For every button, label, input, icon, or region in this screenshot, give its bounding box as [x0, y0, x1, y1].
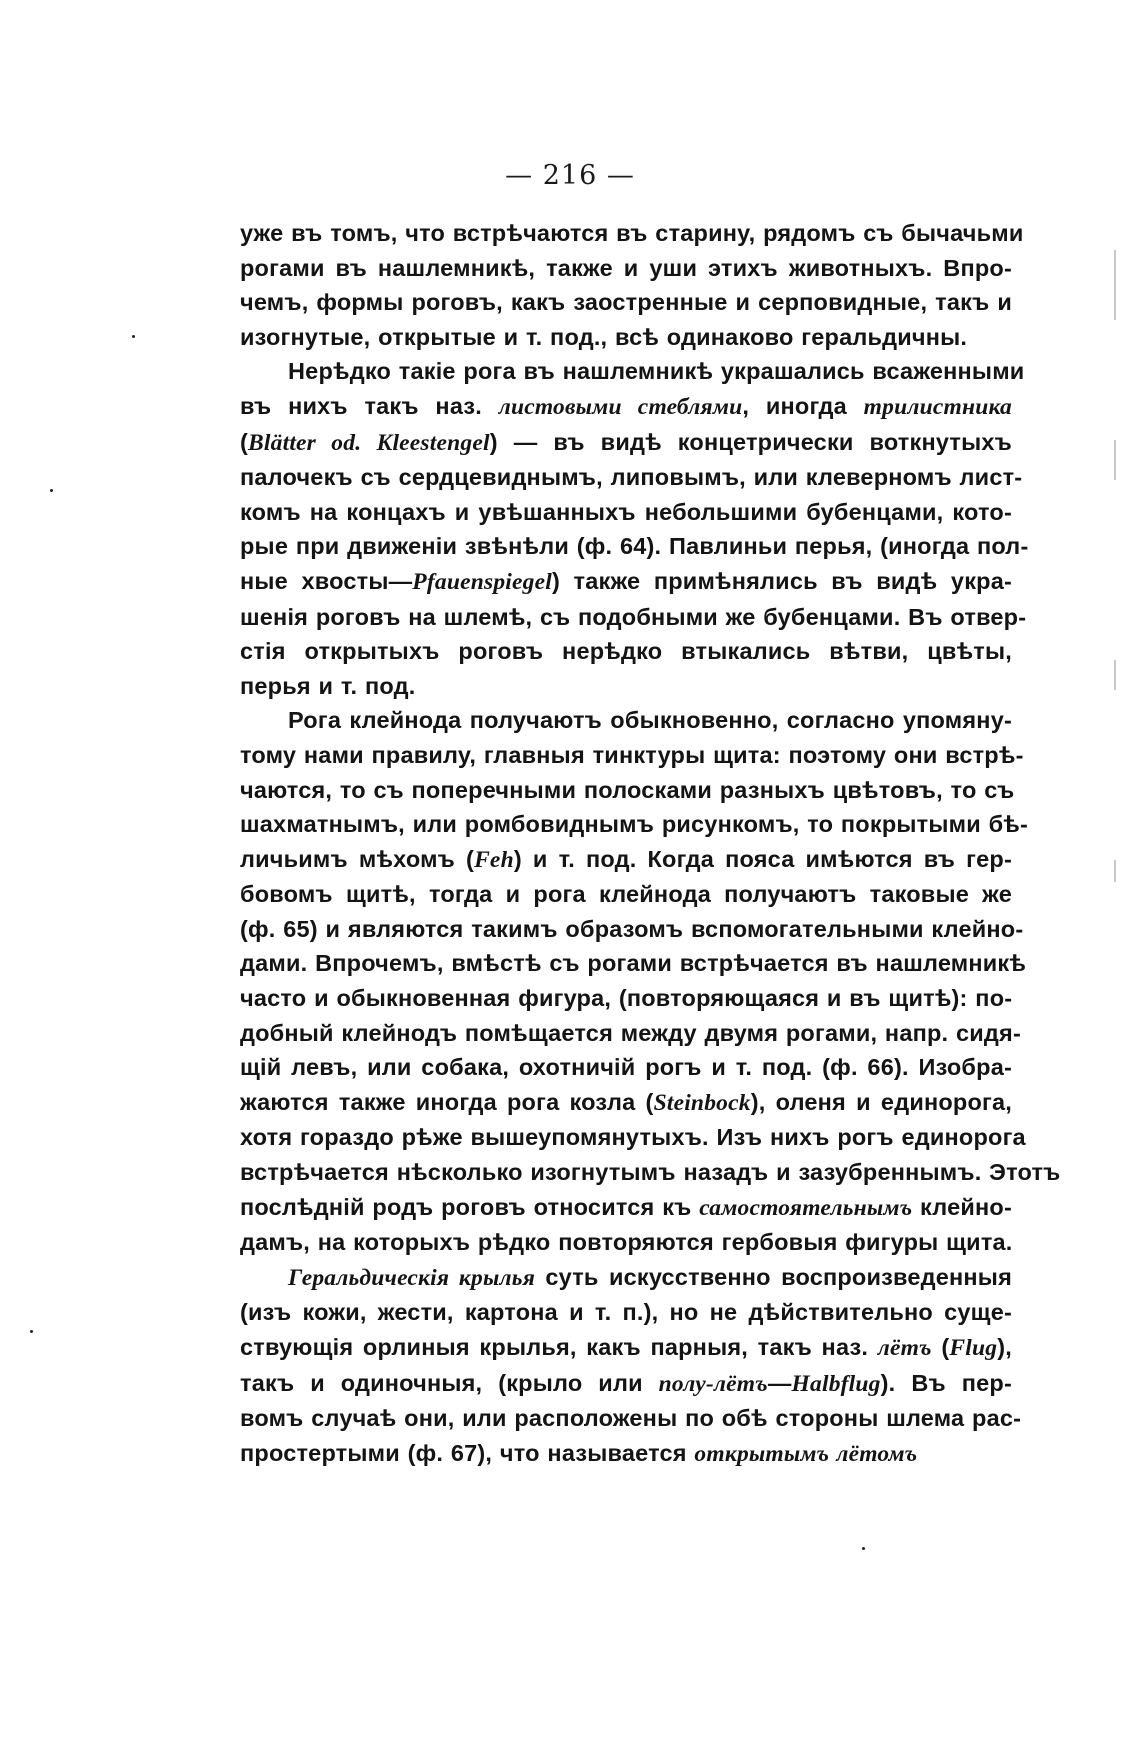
scan-edge-mark: [1114, 660, 1116, 690]
text-line: [240, 1330, 1012, 1366]
text-line: [240, 703, 1012, 738]
text-run: щій левъ, или собака, охотничій рогъ и т. под. (ф. 66). Изобра-: [240, 1054, 1012, 1081]
text-line: [240, 600, 1027, 635]
text-run: послѣдній родъ роговъ относится къ: [240, 1193, 700, 1220]
text-line: [240, 1225, 1012, 1260]
text-line: [240, 1120, 1026, 1155]
text-line: [240, 389, 1012, 425]
text-line: [240, 354, 1025, 389]
text-run: ) также примѣнялись въ видѣ укра-: [551, 567, 1012, 594]
text-line: [240, 842, 1012, 878]
text-run: ные хвосты—: [240, 567, 413, 594]
text-run: ) и т. под. Когда пояса имѣются въ гер-: [513, 845, 1012, 872]
text-line: [240, 1401, 1022, 1436]
text-run: чаются, то съ поперечными полосками разныхъ цвѣтовъ, то съ: [240, 776, 1015, 803]
italic-term: Halbflug: [791, 1370, 881, 1397]
text-line: [240, 877, 1012, 912]
italic-term: листовыми стеблями: [498, 393, 743, 420]
italic-term: Pfauenspiegel: [412, 568, 552, 595]
text-run: хотя гораздо рѣже вышеупомянутыхъ. Изъ нихъ рогъ единорога: [240, 1124, 1026, 1151]
text-line: [240, 773, 1015, 808]
paragraph-3: [240, 703, 1061, 1260]
text-run: дамъ, на которыхъ рѣдко повторяются гербовыя фигуры щита.: [240, 1229, 1013, 1256]
text-run: личьимъ мѣхомъ (: [240, 845, 475, 872]
paragraph-1: [240, 216, 1024, 354]
scan-edge-mark: [1114, 440, 1116, 480]
text-line: [240, 564, 1012, 600]
text-run: добный клейнодъ помѣщается между двумя рогами, напр. сидя-: [240, 1019, 1021, 1046]
text-line: [240, 634, 1012, 669]
text-line: [240, 495, 1012, 530]
text-line: [240, 738, 1024, 773]
text-line: [240, 807, 1029, 842]
body-text: [240, 216, 1061, 1471]
scan-edge-mark: [1114, 250, 1116, 320]
text-line: [240, 425, 1012, 461]
text-run: Рога клейнода получаютъ обыкновенно, согласно упомяну-: [288, 707, 1012, 734]
text-run: шенія роговъ на шлемѣ, съ подобными же бубенцами. Въ отвер-: [240, 603, 1027, 630]
text-run: —: [767, 1369, 792, 1396]
scan-speck: [862, 1547, 865, 1550]
text-line: рогами въ нашлемникѣ, также и уши этихъ животныхъ. Впро-: [240, 254, 1012, 281]
italic-term: лётъ: [877, 1335, 932, 1361]
scan-edge-mark: [1114, 860, 1116, 882]
text-line: [240, 1155, 1061, 1190]
text-line: [240, 1190, 1012, 1226]
text-line: [240, 1016, 1021, 1051]
text-line: [240, 460, 1023, 495]
text-run: ) — въ видѣ концетрически воткнутыхъ: [489, 428, 1012, 455]
text-run: встрѣчается нѣсколько изогнутымъ назадъ и зазубреннымъ. Этотъ: [240, 1159, 1061, 1186]
text-run: ствующія орлиныя крылья, какъ парныя, такъ наз.: [240, 1334, 878, 1360]
text-line: [240, 1436, 1012, 1472]
text-line: [240, 529, 1029, 564]
text-line: [240, 1260, 1012, 1296]
italic-term: полу-лётъ: [658, 1370, 768, 1397]
text-run: суть искусственно воспроизведенныя: [535, 1263, 1012, 1290]
text-run: палочекъ съ сердцевиднымъ, липовымъ, или клеверномъ лист-: [240, 464, 1023, 491]
text-line: [240, 1295, 1012, 1330]
text-line: [240, 1366, 1012, 1402]
italic-term: Геральдическія крылья: [288, 1264, 535, 1291]
italic-term: самостоятельнымъ: [699, 1194, 913, 1221]
text-line: [240, 1050, 1012, 1085]
text-run: бовомъ щитѣ, тогда и рога клейнода получаютъ таковые же: [240, 881, 1012, 908]
paragraph-4: [240, 1260, 1022, 1472]
text-line: [240, 946, 1027, 981]
text-run: ), оленя и единорога,: [750, 1088, 1013, 1115]
italic-term: открытымъ лётомъ: [694, 1440, 918, 1467]
text-run: тому нами правилу, главныя тинктуры щита: поэтому они встрѣ-: [240, 741, 1024, 768]
scan-speck: [132, 335, 135, 338]
text-run: дами. Впрочемъ, вмѣстѣ съ рогами встрѣчается въ нашлемникѣ: [240, 950, 1027, 977]
text-line: [240, 1085, 1012, 1121]
page-number: — 216 —: [505, 160, 635, 191]
text-run: ),: [997, 1334, 1012, 1360]
text-run: стія открытыхъ роговъ нерѣдко втыкались вѣтви, цвѣты,: [240, 638, 1012, 665]
text-run: клейно-: [912, 1193, 1013, 1220]
text-line: [240, 669, 1012, 704]
text-run: перья и т. под.: [240, 672, 416, 699]
text-run: комъ на концахъ и увѣшанныхъ небольшими бубенцами, кото-: [240, 498, 1012, 525]
text-line: [240, 981, 1012, 1016]
scan-speck: [30, 1330, 33, 1333]
text-run: такъ и одиночныя, (крыло или: [240, 1369, 659, 1396]
text-run: простертыми (ф. 67), что называется: [240, 1439, 695, 1466]
text-line: уже въ томъ, что встрѣчаются въ старину, рядомъ съ бычачьми: [240, 220, 1024, 246]
text-line: [240, 912, 1024, 947]
italic-term: Steinbock: [653, 1089, 751, 1116]
italic-term: Blätter od. Kleestengel: [248, 429, 490, 456]
italic-term: трилистника: [863, 393, 1012, 420]
paragraph-2: [240, 354, 1029, 703]
text-line: изогнутые, открытые и т. под., всѣ одинаково геральдичны.: [240, 323, 968, 350]
scan-speck: [50, 489, 53, 492]
text-run: жаются также иногда рога козла (: [240, 1088, 654, 1115]
text-run: (: [931, 1334, 950, 1360]
text-run: (ф. 65) и являются такимъ образомъ вспомогательными клейно-: [240, 915, 1024, 942]
text-run: вомъ случаѣ они, или расположены по обѣ стороны шлема рас-: [240, 1405, 1022, 1432]
text-run: Нерѣдко такіе рога въ нашлемникѣ украшались всаженными: [288, 358, 1025, 385]
text-run: шахматнымъ, или ромбовиднымъ рисункомъ, то покрытыми бѣ-: [240, 811, 1029, 838]
text-run: (: [240, 428, 249, 455]
text-run: , иногда: [742, 392, 864, 419]
italic-term: Flug: [949, 1335, 998, 1361]
italic-term: Feh: [474, 846, 514, 873]
text-run: часто и обыкновенная фигура, (повторяющаяся и въ щитѣ): по-: [240, 985, 1013, 1012]
text-run: рые при движеніи звѣнѣли (ф. 64). Павлиньи перья, (иногда пол-: [240, 533, 1029, 560]
text-run: (изъ кожи, жести, картона и т. п.), но не дѣйствительно суще-: [240, 1299, 1012, 1326]
text-run: ). Въ пер-: [880, 1369, 1012, 1396]
text-run: въ нихъ такъ наз.: [240, 392, 499, 419]
text-line: чемъ, формы роговъ, какъ заостренные и серповидные, такъ и: [240, 289, 1012, 316]
